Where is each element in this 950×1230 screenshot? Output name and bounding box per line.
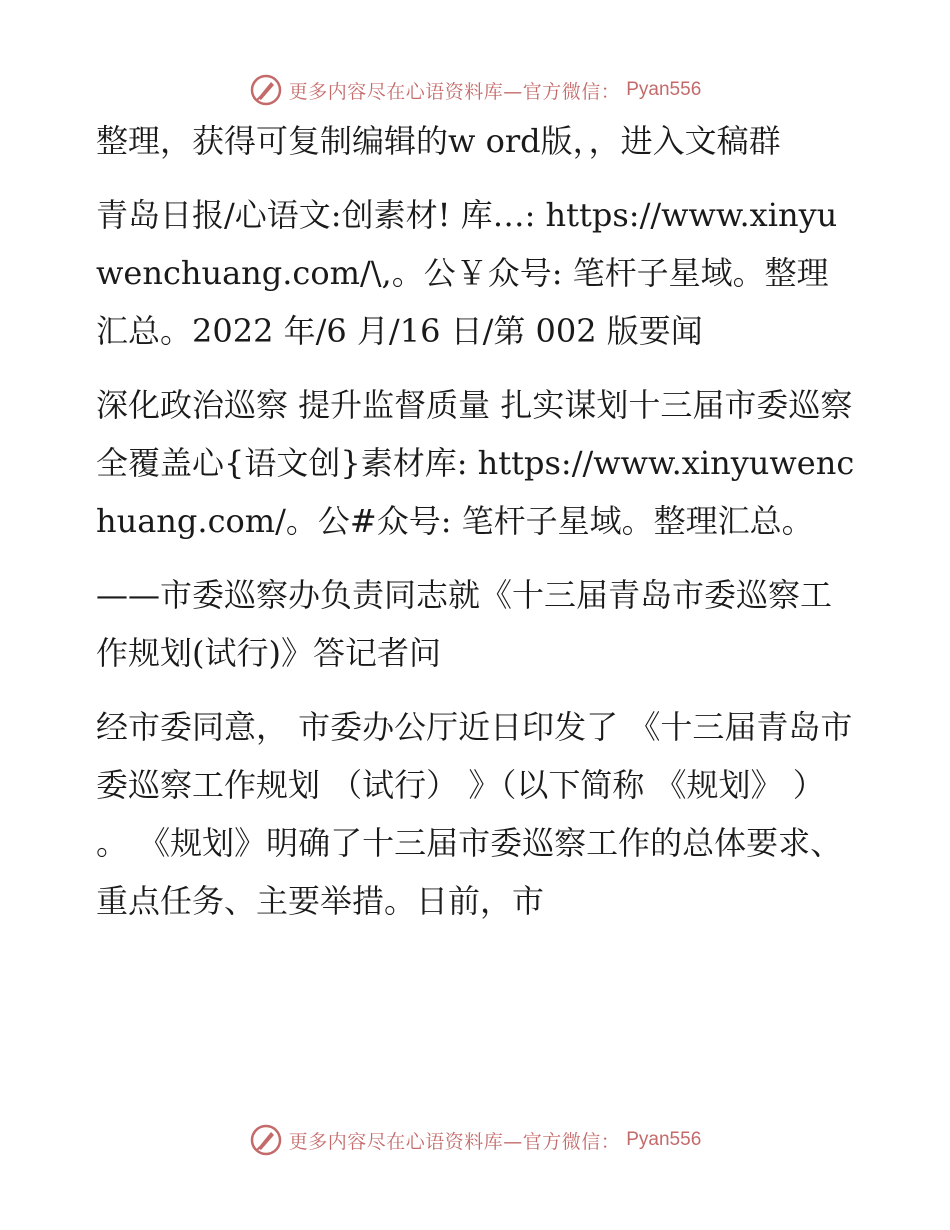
document-body xyxy=(96,112,856,930)
paragraph: 深化政治巡察 提升监督质量 扎实谋划十三届市委巡察全覆盖心{语文创}素材库: https://www.xinyuwenchuang.com/。公#众号: 笔杆子星域。整理汇总。 xyxy=(96,386,855,540)
watermark-text: 更多内容尽在心语资料库—官方微信： xyxy=(288,80,621,103)
watermark-brand: Pyan556 xyxy=(626,79,702,100)
header-watermark xyxy=(0,70,950,110)
watermark-brand: Pyan556 xyxy=(626,1129,702,1150)
paragraph: 青岛日报/心语文:创素材! 库…: https://www.xinyuwenchuang.com/\,。公￥众号: 笔杆子星域。整理汇总。2022 年/6 月/16 日/第 002 版要闻 xyxy=(96,196,838,350)
watermark-text: 更多内容尽在心语资料库—官方微信： xyxy=(288,1130,621,1153)
paragraph: ——市委巡察办负责同志就《十三届青岛市委巡察工作规划(试行)》答记者问 xyxy=(96,576,833,672)
paragraph: 整理，获得可复制编辑的w ord版，，进入文稿群 xyxy=(96,122,781,160)
quill-pen-logo-icon xyxy=(249,1123,283,1157)
footer-watermark xyxy=(0,1120,950,1160)
quill-pen-logo-icon xyxy=(249,73,283,107)
paragraph: 经市委同意， 市委办公厅近日印发了 《十三届青岛市委巡察工作规划 （试行） 》（以下简称 《规划》 ） 。 《规划》明确了十三届市委巡察工作的总体要求、重点任务、主要举措。日前，市 xyxy=(96,708,853,920)
